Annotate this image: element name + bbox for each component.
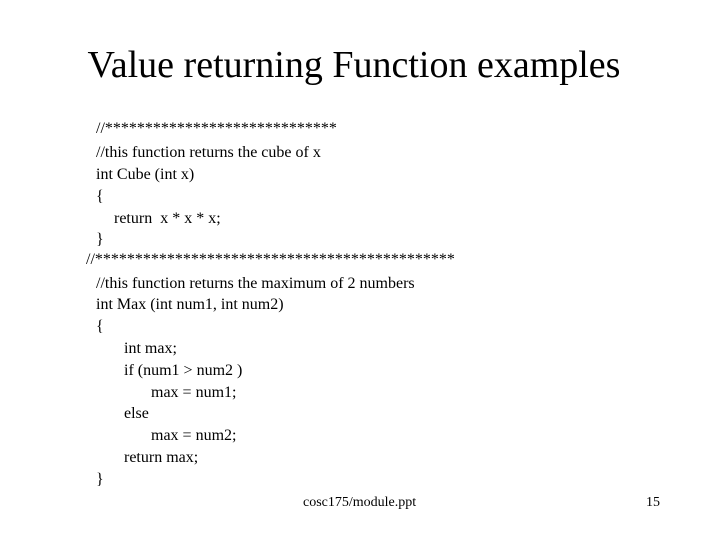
code-line: } xyxy=(96,231,104,248)
code-line: if (num1 > num2 ) xyxy=(124,362,243,379)
code-line: //********************************************* xyxy=(86,251,455,268)
code-line: else xyxy=(124,405,149,422)
code-line: return max; xyxy=(124,449,199,466)
footer-source: cosc175/module.ppt xyxy=(303,495,417,510)
code-line: //this function returns the cube of x xyxy=(96,144,321,161)
code-line: max = num1; xyxy=(151,384,237,401)
code-line: int Max (int num1, int num2) xyxy=(96,296,284,313)
code-line: //***************************** xyxy=(96,120,337,137)
code-line: max = num2; xyxy=(151,427,237,444)
code-line: return x * x * x; xyxy=(114,210,221,227)
code-line: int Cube (int x) xyxy=(96,166,195,183)
code-line: { xyxy=(96,188,104,205)
code-line: int max; xyxy=(124,340,177,357)
slide-title: Value returning Function examples xyxy=(87,44,621,86)
code-line: } xyxy=(96,471,104,488)
page-number: 15 xyxy=(646,495,660,510)
code-line: { xyxy=(96,318,104,335)
code-line: //this function returns the maximum of 2 numbers xyxy=(96,275,415,292)
